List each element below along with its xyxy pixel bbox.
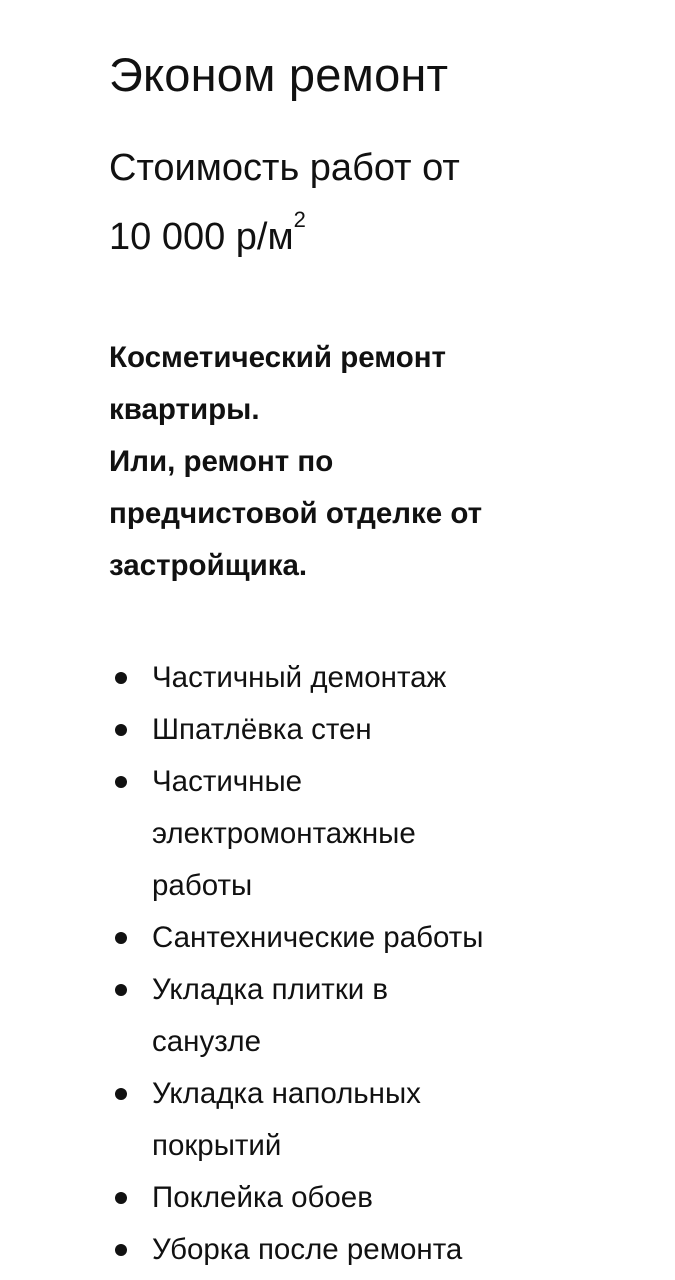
list-item (109, 1068, 512, 1172)
list-item-label: Сантехнические работы (152, 921, 484, 954)
list-item (109, 1172, 552, 1224)
bullet-icon (115, 672, 127, 684)
bullet-icon (115, 932, 127, 944)
description-line-5: застройщика. (109, 549, 308, 582)
list-item-label: Частичный демонтаж (152, 661, 447, 694)
list-item-label: Шпатлёвка стен (152, 713, 372, 746)
content (109, 44, 649, 1276)
list-item (109, 652, 552, 704)
price-line-2 (109, 203, 649, 272)
list-item (109, 912, 592, 964)
bullet-icon (115, 724, 127, 736)
description-line-3: Или, ремонт по (109, 445, 334, 478)
list-item-label: Укладка напольных покрытий (152, 1077, 421, 1162)
description-line-1: Косметический ремонт (109, 341, 447, 374)
price-line-1: Стоимость работ от (109, 147, 460, 189)
description (109, 332, 649, 592)
bullet-icon (115, 1088, 127, 1100)
list-item-label: Укладка плитки в санузле (152, 973, 389, 1058)
bullet-icon (115, 776, 127, 788)
list-item-label: Уборка после ремонта (152, 1233, 463, 1266)
price-superscript: 2 (293, 207, 306, 232)
price-value: 10 000 р/м (109, 216, 294, 258)
bullet-icon (115, 1244, 127, 1256)
list-item-label: Частичные электромонтажные работы (152, 765, 416, 902)
bullet-icon (115, 984, 127, 996)
price-text (109, 134, 649, 272)
page-title: Эконом ремонт (109, 48, 449, 101)
list-item (109, 1224, 592, 1276)
description-line-2: квартиры. (109, 393, 260, 426)
list-item (109, 756, 482, 912)
list-item (109, 964, 482, 1068)
list-item-label: Поклейка обоев (152, 1181, 373, 1214)
bullet-icon (115, 1192, 127, 1204)
features-list (109, 652, 649, 1276)
description-line-4: предчистовой отделке от (109, 497, 483, 530)
list-item (109, 704, 552, 756)
